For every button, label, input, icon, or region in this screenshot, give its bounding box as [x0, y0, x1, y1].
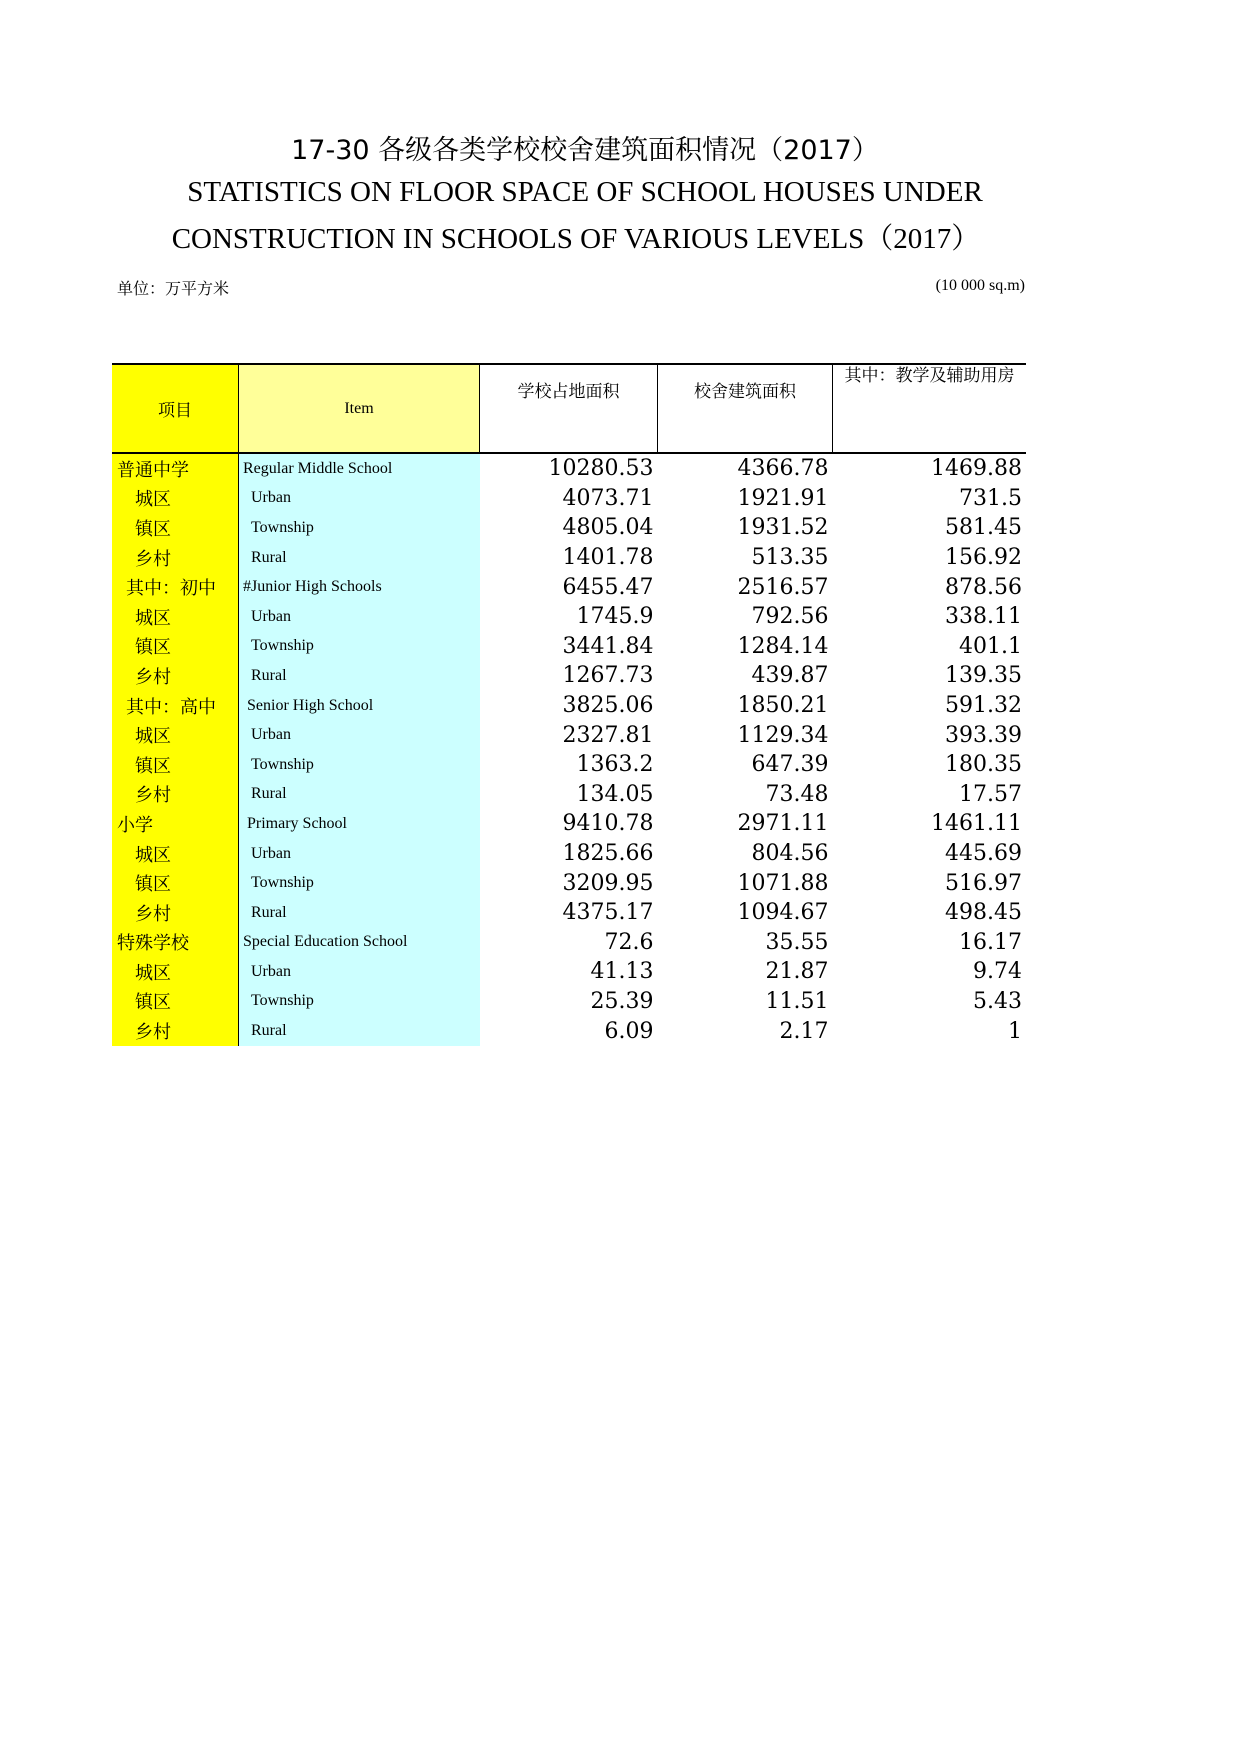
row-label-cn: 特殊学校 — [112, 928, 239, 958]
row-label-en: #Junior High Schools — [239, 572, 480, 602]
school-land-area-value: 1745.9 — [576, 604, 654, 630]
school-land-area-value: 4073.71 — [562, 485, 654, 511]
table-row — [112, 898, 1026, 928]
teaching-rooms-value: 338.11 — [945, 604, 1022, 630]
teaching-rooms-value: 17.57 — [959, 781, 1022, 807]
school-land-area-value: 9410.78 — [562, 811, 654, 837]
table-row — [112, 750, 1026, 780]
building-floor-space-value: 1129.34 — [737, 722, 829, 748]
building-floor-space-value: 35.55 — [765, 929, 829, 955]
row-label-en: Rural — [239, 780, 480, 810]
header-building-floor-space: 校舍建筑面积 — [658, 364, 833, 453]
building-floor-space-value: 647.39 — [751, 752, 829, 778]
row-label-en: Township — [239, 513, 480, 543]
table-row — [112, 868, 1026, 898]
building-floor-space-value: 2516.57 — [737, 574, 829, 600]
table-row — [112, 632, 1026, 662]
row-label-cn: 城区 — [112, 484, 239, 514]
teaching-rooms-value: 878.56 — [945, 574, 1022, 600]
building-floor-space-value: 21.87 — [765, 959, 829, 985]
building-floor-space-value: 2971.11 — [737, 811, 829, 837]
row-label-cn: 小学 — [112, 809, 239, 839]
row-label-en: Senior High School — [239, 691, 480, 721]
teaching-rooms-value: 16.17 — [959, 929, 1022, 955]
row-label-cn: 城区 — [112, 602, 239, 632]
teaching-rooms-value: 393.39 — [945, 722, 1022, 748]
row-label-cn: 其中：高中 — [112, 691, 239, 721]
teaching-rooms-value: 445.69 — [945, 841, 1022, 867]
teaching-rooms-value: 591.32 — [945, 693, 1022, 719]
row-label-en: Rural — [239, 1016, 480, 1046]
table-header-row — [112, 364, 1026, 453]
table-row — [112, 720, 1026, 750]
table-row — [112, 543, 1026, 573]
row-label-en: Urban — [239, 484, 480, 514]
table-row — [112, 661, 1026, 691]
building-floor-space-value: 11.51 — [765, 988, 829, 1014]
teaching-rooms-value: 156.92 — [945, 545, 1022, 571]
table-row — [112, 453, 1026, 484]
building-floor-space-value: 1094.67 — [737, 900, 829, 926]
school-land-area-value: 25.39 — [590, 988, 654, 1014]
row-label-cn: 城区 — [112, 957, 239, 987]
row-label-cn: 乡村 — [112, 661, 239, 691]
row-label-cn: 普通中学 — [112, 453, 239, 484]
building-floor-space-value: 439.87 — [751, 663, 829, 689]
building-floor-space-value: 1921.91 — [737, 485, 829, 511]
row-label-cn: 镇区 — [112, 513, 239, 543]
row-label-cn: 乡村 — [112, 780, 239, 810]
teaching-rooms-value: 1461.11 — [931, 811, 1022, 837]
row-label-en: Township — [239, 868, 480, 898]
school-land-area-value: 3441.84 — [562, 633, 654, 659]
row-label-cn: 镇区 — [112, 632, 239, 662]
header-item-cn: 项目 — [112, 364, 239, 453]
school-land-area-value: 41.13 — [590, 959, 654, 985]
row-label-en: Township — [239, 987, 480, 1017]
teaching-rooms-value: 581.45 — [945, 515, 1022, 541]
teaching-rooms-value: 139.35 — [945, 663, 1022, 689]
table-row — [112, 928, 1026, 958]
row-label-en: Rural — [239, 898, 480, 928]
table-body — [112, 453, 1026, 1046]
building-floor-space-value: 513.35 — [751, 545, 829, 571]
building-floor-space-value: 2.17 — [779, 1018, 829, 1044]
row-label-en: Township — [239, 750, 480, 780]
row-label-cn: 乡村 — [112, 543, 239, 573]
teaching-rooms-value: 731.5 — [959, 485, 1022, 511]
school-land-area-value: 2327.81 — [562, 722, 654, 748]
teaching-rooms-value: 1 — [1008, 1018, 1022, 1044]
building-floor-space-value: 1284.14 — [737, 633, 829, 659]
school-land-area-value: 1267.73 — [562, 663, 654, 689]
header-school-land-area: 学校占地面积 — [480, 364, 658, 453]
page-title-en-line1: STATISTICS ON FLOOR SPACE OF SCHOOL HOUSES UNDER — [187, 176, 983, 208]
teaching-rooms-value: 180.35 — [945, 752, 1022, 778]
row-label-en: Township — [239, 632, 480, 662]
row-label-en: Urban — [239, 839, 480, 869]
row-label-en: Urban — [239, 957, 480, 987]
row-label-en: Urban — [239, 720, 480, 750]
row-label-cn: 镇区 — [112, 750, 239, 780]
row-label-cn: 乡村 — [112, 898, 239, 928]
school-land-area-value: 4805.04 — [562, 515, 654, 541]
page-title-en-line2: CONSTRUCTION IN SCHOOLS OF VARIOUS LEVELS（2017） — [171, 223, 981, 255]
row-label-cn: 城区 — [112, 720, 239, 750]
school-land-area-value: 1401.78 — [562, 545, 654, 571]
row-label-cn: 乡村 — [112, 1016, 239, 1046]
school-land-area-value: 1825.66 — [562, 841, 654, 867]
teaching-rooms-value: 401.1 — [959, 633, 1022, 659]
unit-label-cn: 单位：万平方米 — [117, 279, 230, 298]
school-land-area-value: 72.6 — [604, 929, 654, 955]
table-row — [112, 513, 1026, 543]
row-label-en: Primary School — [239, 809, 480, 839]
row-label-cn: 镇区 — [112, 987, 239, 1017]
table-row — [112, 602, 1026, 632]
building-floor-space-value: 804.56 — [751, 841, 829, 867]
building-floor-space-value: 1850.21 — [737, 693, 829, 719]
school-land-area-value: 3209.95 — [562, 870, 654, 896]
teaching-rooms-value: 498.45 — [945, 900, 1022, 926]
school-land-area-value: 10280.53 — [548, 456, 654, 482]
table-row — [112, 957, 1026, 987]
table-row — [112, 484, 1026, 514]
building-floor-space-value: 73.48 — [765, 781, 829, 807]
table-row — [112, 780, 1026, 810]
school-land-area-value: 134.05 — [576, 781, 654, 807]
row-label-cn: 镇区 — [112, 868, 239, 898]
teaching-rooms-value: 9.74 — [973, 959, 1022, 985]
row-label-cn: 城区 — [112, 839, 239, 869]
teaching-rooms-value: 1469.88 — [931, 456, 1022, 482]
school-land-area-value: 4375.17 — [562, 900, 654, 926]
table-row — [112, 691, 1026, 721]
header-item-en: Item — [239, 364, 480, 453]
page-title-cn: 17-30 各级各类学校校舍建筑面积情况（2017） — [291, 135, 879, 166]
teaching-rooms-value: 5.43 — [973, 988, 1022, 1014]
building-floor-space-value: 4366.78 — [737, 456, 829, 482]
row-label-cn: 其中：初中 — [112, 572, 239, 602]
building-floor-space-value: 792.56 — [751, 604, 829, 630]
school-land-area-value: 6455.47 — [562, 574, 654, 600]
table-row — [112, 987, 1026, 1017]
row-label-en: Rural — [239, 543, 480, 573]
table-row — [112, 839, 1026, 869]
row-label-en: Regular Middle School — [239, 453, 480, 484]
row-label-en: Special Education School — [239, 928, 480, 958]
building-floor-space-value: 1071.88 — [737, 870, 829, 896]
unit-label-en: (10 000 sq.m) — [935, 277, 1025, 294]
row-label-en: Rural — [239, 661, 480, 691]
school-land-area-value: 6.09 — [604, 1018, 654, 1044]
school-land-area-value: 1363.2 — [576, 752, 654, 778]
school-land-area-value: 3825.06 — [562, 693, 654, 719]
floor-space-table — [112, 363, 1026, 1046]
row-label-en: Urban — [239, 602, 480, 632]
table-row — [112, 1016, 1026, 1046]
building-floor-space-value: 1931.52 — [737, 515, 829, 541]
table-row — [112, 572, 1026, 602]
table-row — [112, 809, 1026, 839]
teaching-rooms-value: 516.97 — [945, 870, 1022, 896]
header-teaching-rooms: 其中：教学及辅助用房 — [833, 364, 1027, 453]
